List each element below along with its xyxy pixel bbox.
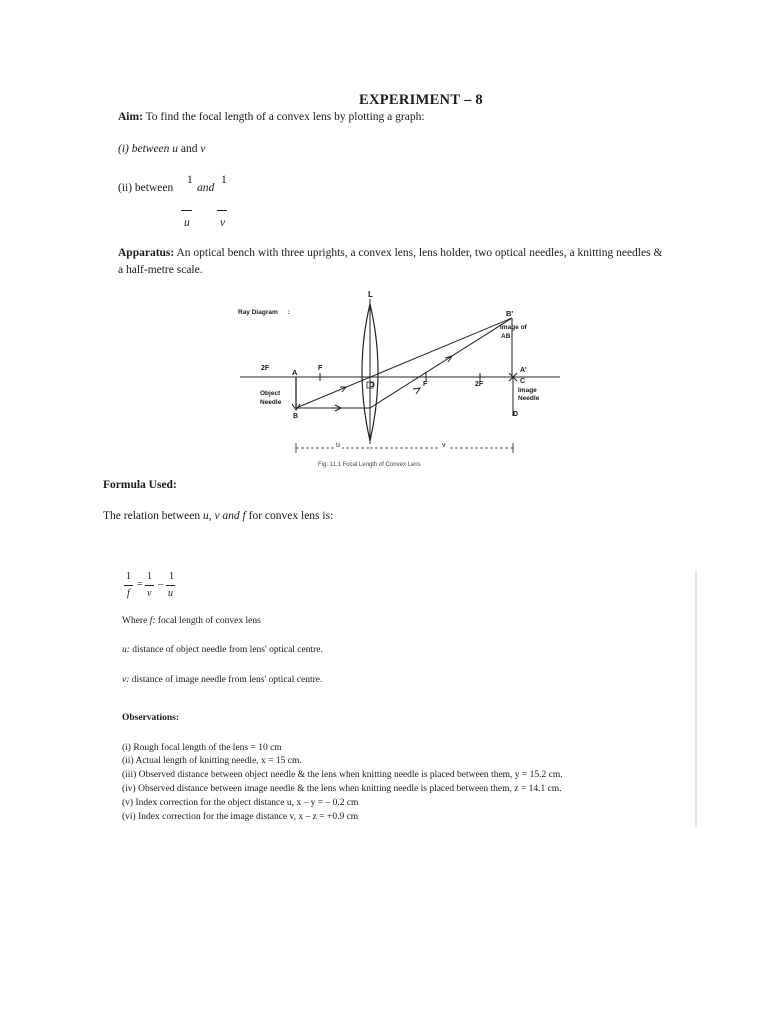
label-AB: AB (501, 333, 511, 340)
aim-item-2-prefix: (ii) between (118, 182, 174, 194)
eq-minus: – (158, 579, 163, 590)
aim-text: To find the focal length of a convex lens by plotting a graph: (142, 111, 425, 123)
aim-label: Aim: (118, 111, 143, 123)
ray-diagram-heading (238, 309, 290, 316)
aim-item-1-u: u (172, 143, 179, 155)
eq-num-1: 1 (126, 571, 131, 582)
aim-item-2-num1: 1 (187, 174, 193, 186)
formula-heading: Formula Used: (103, 479, 177, 491)
label-object-needle-2: Needle (260, 399, 282, 406)
label-2F-left: 2F (261, 365, 270, 372)
where-f (122, 616, 261, 626)
label-image-needle-1: Image (518, 387, 537, 394)
formula-relation-suffix: for convex lens is: (245, 510, 334, 522)
eq-den-1: f (127, 588, 130, 599)
label-C: C (520, 378, 526, 385)
eq-bar-1 (124, 585, 133, 586)
ray-arrow-2 (445, 356, 452, 362)
label-F-left: F (318, 365, 323, 372)
ray-through-focus-ext (370, 318, 512, 408)
page-margin-rule (695, 570, 697, 828)
label-B-prime: B' (506, 309, 514, 318)
observation-item-2: (ii) Actual length of knitting needle, x = 15 cm. (122, 756, 302, 766)
label-L: L (368, 290, 373, 299)
aim-fraction-bar-2 (217, 210, 227, 211)
eq-equals: = (137, 579, 143, 590)
label-image-of: Image of (500, 324, 527, 331)
ray-through-centre (296, 318, 512, 408)
ray-diagram-svg (230, 296, 570, 476)
aim-item-1-v: v (200, 143, 206, 155)
apparatus-line-1 (118, 247, 728, 259)
ray-arrow-3 (413, 388, 420, 394)
where-u-var: u: (122, 645, 130, 655)
where-u-text: distance of object needle from lens' optical centre. (129, 645, 323, 655)
observation-item-1: (i) Rough focal length of the lens = 10 cm (122, 743, 282, 753)
label-u: u (336, 442, 340, 449)
apparatus-text-1: An optical bench with three uprights, a convex lens, lens holder, two optical needles, a knitting needles & (174, 247, 663, 259)
ray-diagram-figure (230, 290, 570, 476)
where-v (122, 675, 322, 685)
label-A-prime: A' (520, 367, 527, 374)
ray-diagram-heading-text: Ray Diagram (238, 309, 278, 316)
aim-item-1-and: and (178, 143, 201, 155)
aim-line (118, 111, 425, 123)
formula-relation-prefix: The relation between (103, 510, 203, 522)
figure-caption: Fig. 11.1 Focal Length of Convex Lens (318, 462, 421, 468)
label-B: B (293, 413, 299, 420)
observations-heading: Observations: (122, 713, 179, 723)
page-title: EXPERIMENT – 8 (359, 92, 483, 108)
formula-relation (103, 510, 333, 522)
apparatus-label: Apparatus: (118, 247, 175, 259)
label-F-right: F (423, 381, 428, 388)
eq-num-3: 1 (169, 571, 174, 582)
label-A: A (292, 368, 298, 377)
aim-item-2-den1: u (184, 217, 190, 229)
where-u (122, 645, 323, 655)
eq-num-2: 1 (147, 571, 152, 582)
aim-item-2-num2: 1 (221, 174, 227, 186)
formula-relation-vars: u, v and f (202, 510, 246, 522)
aim-item-2-den2: v (220, 217, 226, 229)
label-image-needle-2: Needle (518, 395, 540, 402)
label-v: v (442, 442, 446, 449)
where-f-prefix: Where (122, 616, 150, 626)
observation-item-6: (vi) Index correction for the image distance v, x – z = +0.9 cm (122, 812, 359, 822)
eq-den-2: v (147, 588, 152, 599)
ray-diagram-colon: : (287, 309, 290, 316)
eq-den-3: u (168, 588, 173, 599)
aim-item-1 (118, 143, 206, 155)
observation-item-5: (v) Index correction for the object distance u, x – y = – 0.2 cm (122, 798, 359, 808)
label-D: D (513, 411, 519, 418)
where-v-text: distance of image needle from lens' optical centre. (129, 675, 323, 685)
apparatus-line-2: a half-metre scale. (118, 264, 203, 276)
aim-item-2-and: and (197, 182, 215, 194)
observation-item-3: (iii) Observed distance between object needle & the lens when knitting needle is placed between them, y = 15.2 cm. (122, 770, 563, 780)
aim-fraction-bar-1 (181, 210, 192, 211)
label-object-needle-1: Object (260, 390, 281, 397)
label-2F-right: 2F (475, 381, 484, 388)
aim-item-1-prefix: (i) between (118, 143, 173, 155)
where-f-var: f: (149, 616, 156, 626)
label-O: O (369, 380, 375, 389)
observation-item-4: (iv) Observed distance between image needle & the lens when knitting needle is placed between them, z = 14.1 cm. (122, 784, 562, 794)
where-f-text: focal length of convex lens (155, 616, 261, 626)
eq-bar-3 (166, 585, 175, 586)
eq-bar-2 (145, 585, 154, 586)
where-v-var: v: (122, 675, 130, 685)
